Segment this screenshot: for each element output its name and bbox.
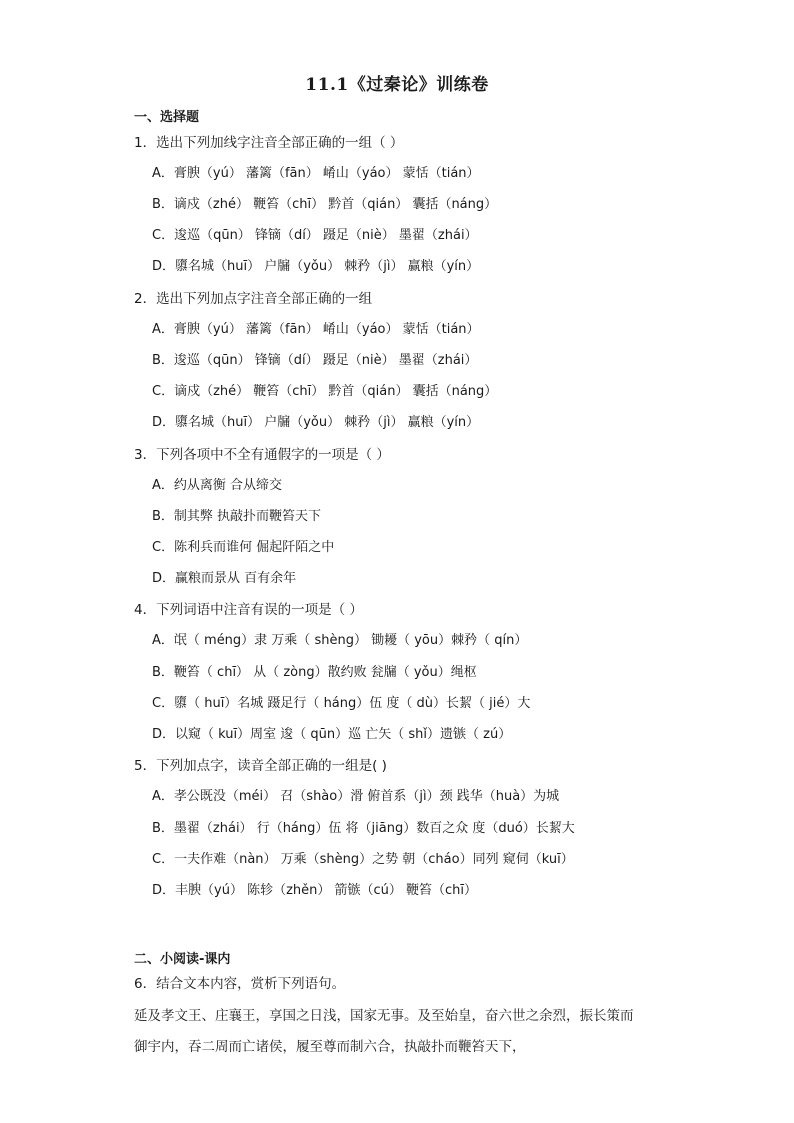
question-4-option-a: A．氓（ méng）隶 万乘（ shèng） 锄耰（ yōu）棘矜（ qín） — [152, 633, 528, 648]
question-5-option-c: C．一夫作难（nàn） 万乘（shèng）之势 朝（cháo）同列 窥伺（kuī） — [152, 852, 574, 867]
question-3-stem: 3．下列各项中不全有通假字的一项是（ ） — [134, 447, 390, 463]
question-6-passage-line-2: 御宇内，吞二周而亡诸侯，履至尊而制六合，执敲扑而鞭笞天下， — [134, 1039, 526, 1055]
question-1-stem: 1．选出下列加线字注音全部正确的一组（ ） — [134, 135, 404, 151]
question-5-option-a: A．孝公既没（méi） 召（shào）滑 俯首系（jì）颈 践华（huà）为城 — [152, 789, 560, 804]
question-5-option-b: B．墨翟（zhái） 行（háng）伍 将（jiāng）数百之众 度（duó）长絜大 — [152, 821, 575, 836]
question-6-stem: 6．结合文本内容，赏析下列语句。 — [134, 976, 346, 992]
question-3-option-b: B．制其弊 执敲扑而鞭笞天下 — [152, 509, 322, 524]
section-heading-reading: 二、小阅读-课内 — [134, 952, 231, 967]
question-1-option-d: D．隳名城（huī） 户牖（yǒu） 棘矜（jì） 赢粮（yín） — [152, 259, 480, 274]
question-1-option-a: A．膏腴（yú） 藩篱（fān） 崤山（yáo） 蒙恬（tián） — [152, 166, 480, 181]
question-1-option-b: B．谪戍（zhé） 鞭笞（chī） 黔首（qián） 囊括（náng） — [152, 197, 498, 212]
question-5-stem: 5．下列加点字，读音全部正确的一组是( ) — [134, 758, 387, 774]
question-3-option-c: C．陈利兵而谁何 倔起阡陌之中 — [152, 540, 335, 555]
question-4-option-b: B．鞭笞（ chī） 从（ zòng）散约败 瓮牖（ yǒu）绳枢 — [152, 665, 477, 680]
question-2-option-d: D．隳名城（huī） 户牖（yǒu） 棘矜（jì） 赢粮（yín） — [152, 415, 480, 430]
question-4-option-d: D．以窥（ kuī）周室 逡（ qūn）巡 亡矢（ shǐ）遗镞（ zú） — [152, 727, 512, 742]
question-2-option-c: C．谪戍（zhé） 鞭笞（chī） 黔首（qián） 囊括（náng） — [152, 384, 498, 399]
question-2-stem: 2．选出下列加点字注音全部正确的一组 — [134, 291, 373, 307]
question-3-option-d: D．赢粮而景从 百有余年 — [152, 571, 297, 586]
question-6-passage-line-1: 延及孝文王、庄襄王，享国之日浅，国家无事。及至始皇，奋六世之余烈，振长策而 — [134, 1008, 634, 1024]
question-4-stem: 4．下列词语中注音有误的一项是（ ） — [134, 602, 363, 618]
question-4-option-c: C．隳（ huī）名城 蹑足行（ háng）伍 度（ dù）长絜（ jié）大 — [152, 696, 531, 711]
page-title: 11.1《过秦论》训练卷 — [305, 75, 489, 95]
question-1-option-c: C．逡巡（qūn） 锋镝（dí） 蹑足（niè） 墨翟（zhái） — [152, 228, 478, 243]
question-2-option-b: B．逡巡（qūn） 锋镝（dí） 蹑足（niè） 墨翟（zhái） — [152, 353, 478, 368]
question-5-option-d: D．丰腴（yú） 陈轸（zhěn） 箭镞（cú） 鞭笞（chī） — [152, 883, 478, 898]
question-3-option-a: A．约从离衡 合从缔交 — [152, 478, 283, 493]
question-2-option-a: A．膏腴（yú） 藩篱（fān） 崤山（yáo） 蒙恬（tián） — [152, 322, 480, 337]
section-heading-choice: 一、选择题 — [134, 110, 200, 125]
